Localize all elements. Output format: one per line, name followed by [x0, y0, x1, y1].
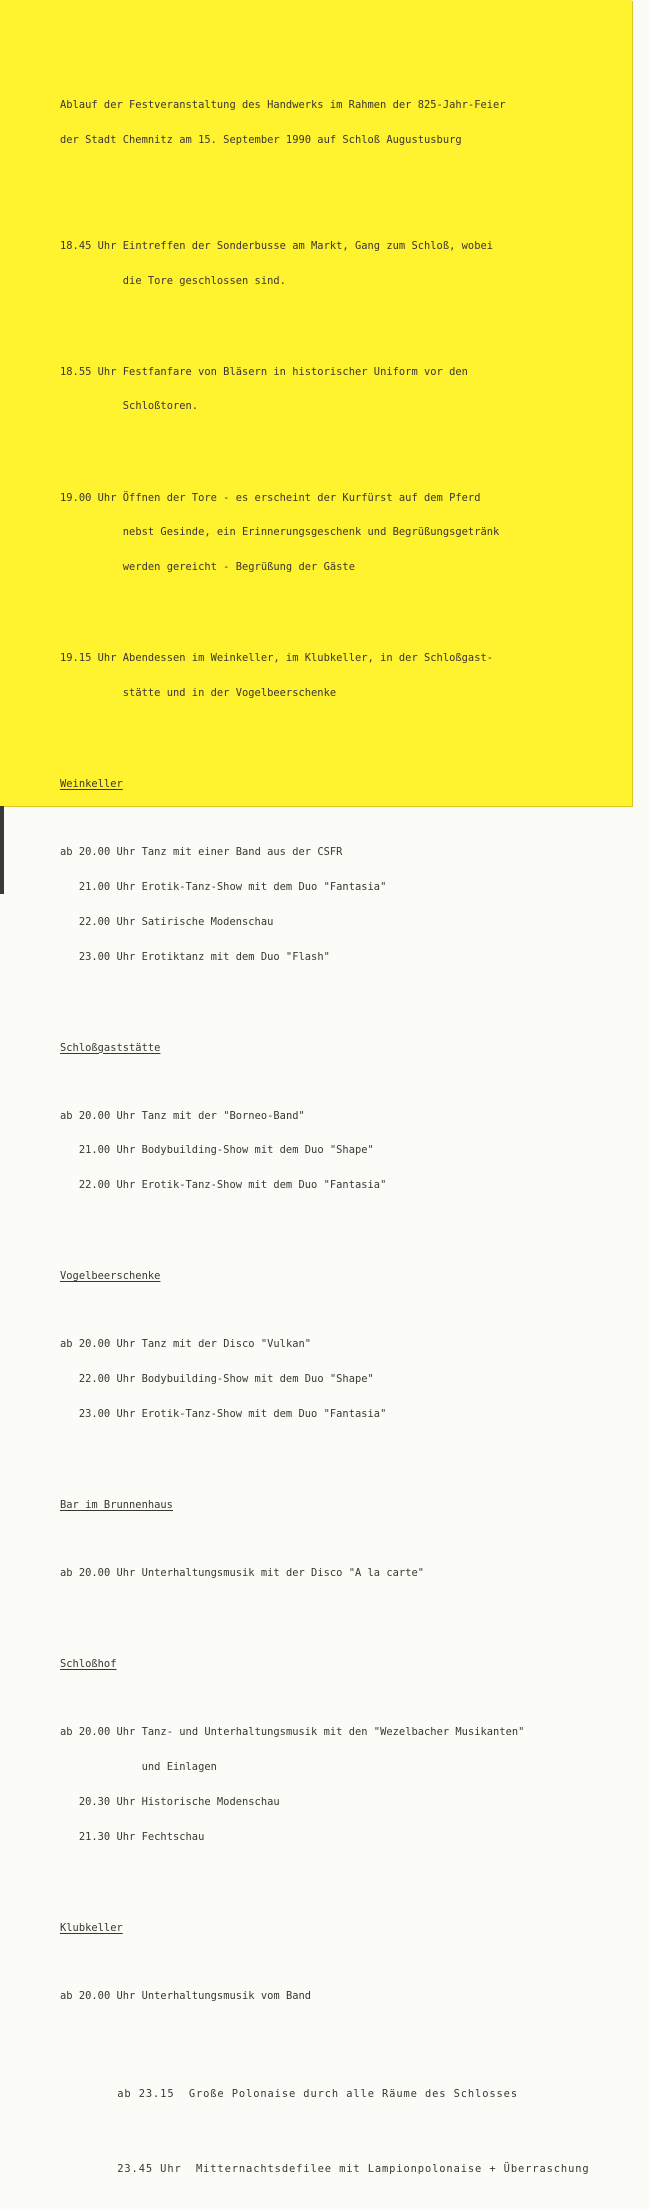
- event-text: Bodybuilding-Show mit dem Duo "Shape": [141, 1144, 374, 1157]
- event-text: Satirische Modenschau: [141, 915, 274, 928]
- event-text: Tanz mit einer Band aus der CSFR: [141, 846, 343, 859]
- event-row: [60, 952, 590, 964]
- venue-heading-weinkeller: Weinkeller: [60, 778, 123, 791]
- schedule-text: Eintreffen der Sonderbusse am Markt, Gang zum Schloß, wobei: [122, 239, 494, 252]
- venue-heading-bar-im-brunnenhaus: Bar im Brunnenhaus: [60, 1499, 173, 1512]
- event-text: Unterhaltungsmusik mit der Disco "A la carte": [141, 1567, 425, 1580]
- event-row: [60, 917, 590, 929]
- schedule-text: Festfanfare von Bläsern in historischer Uniform vor den: [122, 365, 468, 378]
- event-time: 20.00 Uhr: [78, 1338, 136, 1351]
- event-text: Erotik-Tanz-Show mit dem Duo "Fantasia": [141, 1407, 387, 1420]
- schedule-time: 18.45 Uhr: [60, 239, 117, 252]
- event-time: 21.00 Uhr: [78, 1144, 136, 1157]
- schedule-item-1900: [60, 493, 590, 505]
- schedule-text: Öffnen der Tore - es erscheint der Kurfürst auf dem Pferd: [122, 491, 481, 504]
- event-row: [60, 1180, 590, 1192]
- finale-text: Mitternachtsdefilee mit Lampionpolonaise + Überraschung: [195, 2162, 590, 2175]
- schedule-time: 19.15 Uhr: [60, 652, 117, 665]
- event-text: Historische Modenschau: [141, 1795, 280, 1808]
- event-text: Tanz mit der "Borneo-Band": [141, 1109, 305, 1122]
- event-text: Erotik-Tanz-Show mit dem Duo "Fantasia": [141, 1179, 387, 1192]
- event-text: Tanz mit der Disco "Vulkan": [141, 1338, 312, 1351]
- schedule-text-cont: die Tore geschlossen sind.: [122, 274, 286, 287]
- schedule-text: Abendessen im Weinkeller, im Klubkeller, in der Schloßgast-: [122, 652, 494, 665]
- scan-edge-bar: [0, 806, 4, 894]
- finale-time: 23.45 Uhr: [117, 2162, 182, 2175]
- event-row: [60, 1409, 590, 1421]
- event-text: Erotik-Tanz-Show mit dem Duo "Fantasia": [141, 881, 387, 893]
- event-row: [60, 882, 590, 894]
- finale-row: [60, 2164, 590, 2176]
- finale-time: ab 23.15: [117, 2087, 175, 2100]
- event-text: Bodybuilding-Show mit dem Duo "Shape": [141, 1373, 374, 1386]
- schedule-text-cont: Schloßtoren.: [122, 400, 199, 413]
- event-time: 20.00 Uhr: [78, 846, 136, 859]
- finale-text: Große Polonaise durch alle Räume des Schlosses: [188, 2087, 518, 2100]
- venue-heading-schlossgaststaette: Schloßgaststätte: [60, 1041, 161, 1054]
- schedule-item-1915: [60, 653, 590, 665]
- schedule-time: 18.55 Uhr: [60, 365, 117, 378]
- event-row: ab 20.00 Uhr Unterhaltungsmusik vom Band: [60, 1989, 312, 2002]
- schedule-item-1855: [60, 367, 590, 379]
- event-row: [60, 1145, 590, 1157]
- venue-heading-klubkeller: Klubkeller: [60, 1921, 123, 1934]
- event-text: Tanz- und Unterhaltungsmusik mit den "Wezelbacher Musikanten": [141, 1726, 525, 1739]
- event-time: 22.00 Uhr: [78, 915, 136, 928]
- title-line-2: der Stadt Chemnitz am 15. September 1990 auf Schloß Augustusburg: [60, 133, 462, 146]
- event-text: Fechtschau: [141, 1830, 205, 1843]
- event-time: 20.00 Uhr: [78, 1726, 136, 1739]
- event-time: 22.00 Uhr: [78, 1179, 136, 1192]
- finale-row: [60, 2089, 590, 2101]
- event-text-cont: und Einlagen: [141, 1760, 217, 1773]
- venue-heading-schlosshof: Schloßhof: [60, 1658, 117, 1671]
- event-row: ab 20.00 Uhr Tanz mit einer Band aus der CSFR: [60, 846, 343, 859]
- event-time: 23.00 Uhr: [78, 1407, 136, 1420]
- event-time: 22.00 Uhr: [78, 1373, 136, 1386]
- event-row: ab 20.00 Uhr Tanz- und Unterhaltungsmusik mit den "Wezelbacher Musikanten": [60, 1726, 525, 1739]
- event-time: 20.00 Uhr: [78, 1989, 136, 2002]
- event-row: [60, 1832, 590, 1844]
- document-body: [60, 65, 590, 2210]
- schedule-text-cont: stätte und in der Vogelbeerschenke: [122, 687, 337, 700]
- event-row: [60, 1374, 590, 1386]
- event-time: 23.00 Uhr: [78, 950, 136, 963]
- event-time: 20.00 Uhr: [78, 1109, 136, 1122]
- event-time: 20.00 Uhr: [78, 1567, 136, 1580]
- event-time: 21.30 Uhr: [78, 1830, 136, 1843]
- event-row: [60, 1797, 590, 1809]
- schedule-time: 19.00 Uhr: [60, 491, 117, 504]
- event-row: ab 20.00 Uhr Unterhaltungsmusik mit der Disco "A la carte": [60, 1567, 425, 1580]
- event-time: 20.30 Uhr: [78, 1795, 136, 1808]
- event-text: Erotiktanz mit dem Duo "Flash": [141, 950, 330, 963]
- schedule-text-cont: werden gereicht - Begrüßung der Gäste: [122, 561, 355, 574]
- venue-heading-vogelbeerschenke: Vogelbeerschenke: [60, 1270, 161, 1283]
- event-text: Unterhaltungsmusik vom Band: [141, 1989, 312, 2002]
- event-time: 21.00 Uhr: [78, 881, 136, 893]
- event-row: ab 20.00 Uhr Tanz mit der "Borneo-Band": [60, 1109, 305, 1122]
- event-row: ab 20.00 Uhr Tanz mit der Disco "Vulkan": [60, 1338, 312, 1351]
- schedule-text-cont: nebst Gesinde, ein Erinnerungsgeschenk und Begrüßungsgetränk: [122, 526, 500, 539]
- title-line-1: Ablauf der Festveranstaltung des Handwerks im Rahmen der 825-Jahr-Feier: [60, 98, 506, 111]
- schedule-item-1845: [60, 241, 590, 253]
